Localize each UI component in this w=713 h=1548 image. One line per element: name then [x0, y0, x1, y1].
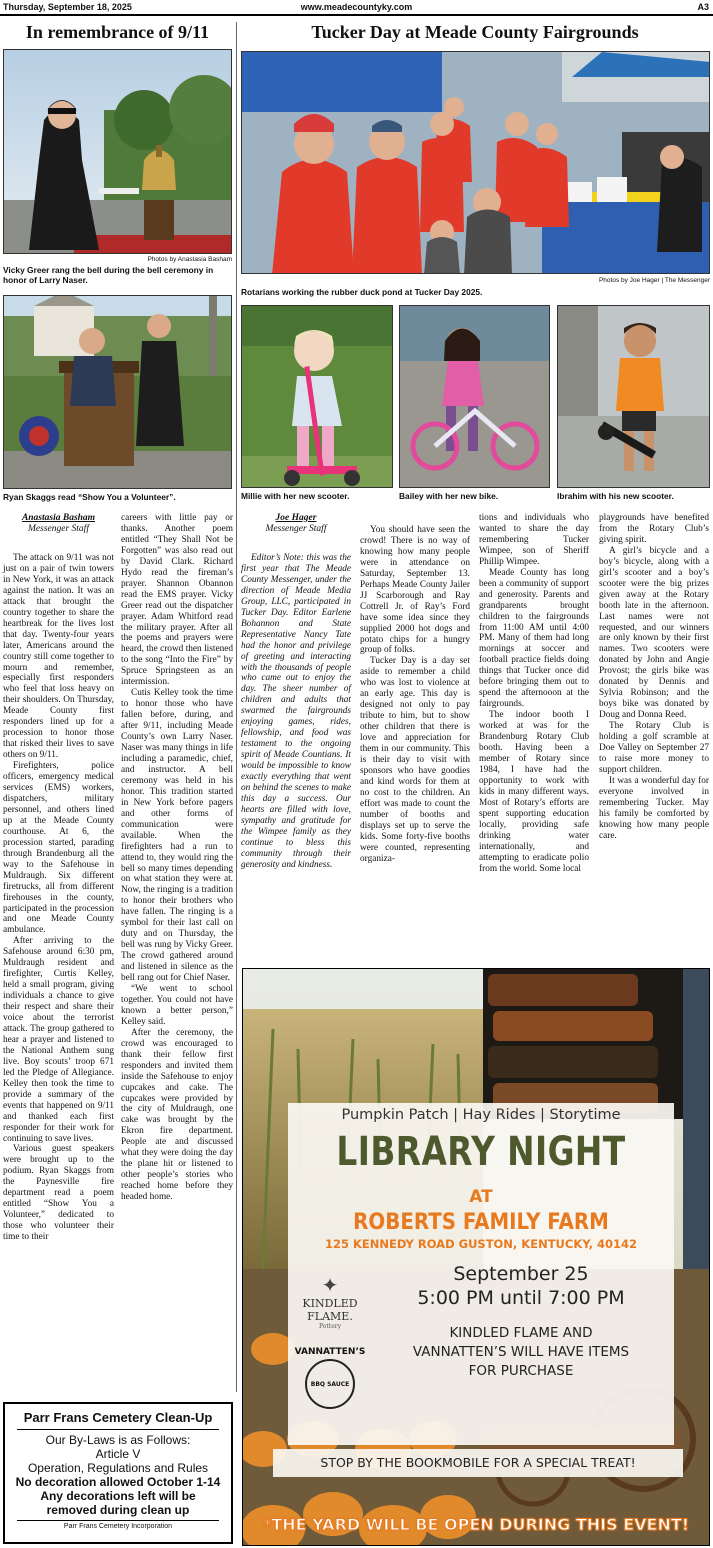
- photo1-credit: Photos by Anastasia Basham: [147, 256, 232, 263]
- right-column-3: [479, 513, 589, 874]
- ibrahim-photo: [557, 305, 710, 488]
- vannattens-logo: [294, 1347, 366, 1427]
- left-author-title: Messenger Staff: [28, 524, 89, 534]
- notice-line: No decoration allowed October 1-14: [15, 1475, 221, 1489]
- paragraph: “We went to school together. You could not have known a better person,” Kelley said.: [121, 983, 233, 1027]
- podium-photo: [3, 295, 232, 489]
- right-author-title: Messenger Staff: [265, 524, 327, 534]
- paragraph: tions and individuals who wanted to share the day remembering Tucker Wimpee, son of Sheriff Phillip Wimpee.: [479, 513, 589, 567]
- ad-date: September 25: [453, 1263, 589, 1285]
- paragraph: The attack on 9/11 was not just on a pair of twin towers in New York, it was an attack against the nation. It was an attack that brought the country together to share the heartbreak for the lives lost that day. Twenty-four years later, Americans around the country still come together to mourn and remember, especially first responders who feel that loss heavy on their shoulders. On Thursday, Meade County first responders lined up for a procession to honor those that risked their lives to save others on 9/11.: [3, 553, 114, 761]
- ad-activities: Pumpkin Patch | Hay Rides | Storytime: [341, 1107, 621, 1123]
- column-divider: [236, 22, 237, 1392]
- paragraph: careers with little pay or thanks. Another poem entitled “They Shall Not be Forgotten” was also read out by David Clark. Richard Hydo read the fireman’s prayer. Shannon Obannon read the EMS prayer. Vicky Greer read out the dispatcher prayer. Adam Whitford read the military prayer. After all the poems and prayers were heard, the crowd then listened to the song “Into the Fire” by Spruce Springsteen as an intermission.: [121, 513, 233, 688]
- paragraph: Various guest speakers were brought up to the podium. Ryan Skaggs from the Paynesville fire department read a poem entitled “Show You a Volunteer,” dedicated to those who volunteer their time to their: [3, 1144, 114, 1243]
- notice-footer: Parr Frans Cemetery Incorporation: [63, 1523, 173, 1530]
- photo2-caption: Ryan Skaggs read “Show You a Volunteer”.: [3, 492, 176, 502]
- right-photo-credit: Photos by Joe Hager | The Messenger: [598, 277, 710, 284]
- vannattens-logo-sub: BBQ SAUCE: [310, 1380, 350, 1388]
- right-headline: Tucker Day at Meade County Fairgrounds: [311, 22, 639, 42]
- paragraph: You should have seen the crowd! There is no way of knowing how many people were in attendance on Saturday, September 13. Perhaps Meade County Jailer JJ Scarborough and Ray Cottrell Jr. of Ray’s Ford have some idea since they supplied 2000 hot dogs and potato chips for a hungry group of folks.: [360, 525, 470, 656]
- website[interactable]: www.meadecountyky.com: [300, 2, 413, 12]
- paragraph: The Rotary Club is holding a golf scramble at Doe Valley on September 27 to raise more money to support children.: [599, 721, 709, 775]
- page-number: A3: [697, 2, 709, 12]
- kindled-flame-logo: [296, 1273, 364, 1333]
- paragraph: playgrounds have benefited from the Rotary Club’s giving spirit.: [599, 513, 709, 545]
- paragraph: Firefighters, police officers, emergency medical services (EMS) workers, dispatchers, military personnel, and others lined up at the Meade County courthouse. At 6, the procession started, parading through Brandenburg all the way to the Safehouse in Muldraugh. Six different firetrucks, all from different firehouses in the county, participated in the procession and one Meade County ambulance.: [3, 761, 114, 936]
- left-column-2: [121, 513, 233, 1203]
- bbq-icon: [305, 1359, 355, 1409]
- ibrahim-caption: Ibrahim with his new scooter.: [557, 491, 674, 501]
- ad-venue: ROBERTS FAMILY FARM: [353, 1210, 609, 1235]
- ad-info-panel: [288, 1103, 674, 1445]
- bookmobile-banner: [273, 1449, 683, 1477]
- paragraph: Tucker Day is a day set aside to remember a child who was lost to violence at an early age. This day is designed not only to pay tribute to him, but to show other children that there is love and appreciation for them in our community. This is their day to visit with sponsors who have goodies and kind words for them at no cost to the children. An effort was made to count the number of booths and displays set up to serve the kids. Some forty-five booths were counted, representing organiza-: [360, 656, 470, 864]
- right-author: Joe Hager: [275, 513, 317, 523]
- paragraph: Meade County has long been a community of support and generosity. Parents and grandparents brought children to the fairgrounds from 11:00 AM until 4:00 PM. Many of them had long mornings at soccer and football practice fields doing things that Tucker once did before bringing them out to spend the afternooon at the fairgrounds.: [479, 567, 589, 710]
- vannattens-logo-text: VANNATTEN’S: [294, 1347, 366, 1357]
- notice-line: Any decorations left will be: [40, 1489, 196, 1503]
- left-column-1: [3, 513, 114, 1243]
- ad-title: LIBRARY NIGHT: [336, 1129, 626, 1175]
- ad-vendors-line: VANNATTEN’S WILL HAVE ITEMS: [412, 1344, 630, 1360]
- bailey-photo: [399, 305, 550, 488]
- bailey-caption: Bailey with her new bike.: [399, 491, 499, 501]
- right-byline: [241, 513, 351, 535]
- notice-line: Article V: [95, 1447, 141, 1461]
- editor-note: Editor’s Note: this was the first year that The Meade County Messenger, under the direction of Meade Media Group, LLC, participated in Tucker Day. Editor Earlene Bohannon and State Representative Nancy Tate had the honor and privilege of greeting and interacting with the thousands of people who came out to enjoy the day. The sheer number of children and adults that swarmed the fairgrounds enjoying games, rides, fellowship, and food was testament to the ongoing spirit of Meade Countians. It would be impossible to know exactly everything that went on behind the scenes to make this day a success. Our hearts are filled with love, sympathy and gratitude for the Wimpee family as they continue to bless this community through their generosity and kindness.: [241, 553, 351, 870]
- ad-vendors-line: KINDLED FLAME AND: [449, 1325, 593, 1341]
- ad-at: AT: [469, 1187, 493, 1207]
- paragraph: The indoor booth I worked at was for the Brandenburg Rotary Club booth. Having been a member of Rotary since 1984, I have had the opportunity to work with kids in many different ways. Most of Rotary’s efforts are spent supporting education locally, providing safe drinking water internationally, and attempting to eradicate polio from the world. Some local: [479, 710, 589, 874]
- cemetery-notice: [3, 1402, 233, 1544]
- right-column-2: [360, 525, 470, 865]
- notice-title: Parr Frans Cemetery Clean-Up: [23, 1410, 213, 1425]
- ad-address: 125 KENNEDY ROAD GUSTON, KENTUCKY, 40142: [324, 1237, 638, 1251]
- issue-date: Thursday, September 18, 2025: [3, 2, 132, 12]
- notice-line: removed during clean up: [46, 1503, 190, 1517]
- notice-line: Our By-Laws is as Follows:: [45, 1433, 191, 1447]
- left-author: Anastasia Basham: [21, 513, 96, 523]
- ad-vendors-line: FOR PURCHASE: [468, 1363, 574, 1379]
- bookmobile-text: STOP BY THE BOOKMOBILE FOR A SPECIAL TREAT!: [320, 1455, 636, 1470]
- flame-icon: ✦: [321, 1273, 339, 1297]
- ad-time: 5:00 PM until 7:00 PM: [417, 1287, 625, 1309]
- bell-ceremony-photo: [3, 49, 232, 254]
- main-photo-caption: Rotarians working the rubber duck pond at Tucker Day 2025.: [241, 287, 483, 297]
- paragraph: After the ceremony, the crowd was encouraged to thank their fellow first responders and invited them inside the Safehouse to enjoy cupcakes and cake. The cupcakes were provided by the city of Muldraugh, one cake was brought by the Ekron fire department. People ate and discussed what they were doing the day the plane hit or listened to other people’s stories who reached home before they headed home.: [121, 1027, 233, 1203]
- yard-open-text: *THE YARD WILL BE OPEN DURING THIS EVENT!: [262, 1515, 690, 1534]
- notice-line: Operation, Regulations and Rules: [27, 1461, 209, 1475]
- library-night-ad: [242, 968, 710, 1546]
- header-rule: [0, 14, 713, 16]
- left-byline: [3, 513, 114, 535]
- millie-photo: [241, 305, 393, 488]
- paragraph: It was a wonderful day for everyone involved in remembering Tucker. May his family be comforted by knowing how many people care.: [599, 775, 709, 841]
- left-headline: In remembrance of 9/11: [25, 22, 210, 42]
- kindled-logo-sub: Pottery: [318, 1323, 342, 1330]
- paragraph: A girl’s bicycle and a boy’s bicycle, along with a girl’s scooter and a boy’s scooter were the big prizes given away at the Rotary booth late in the afternoon. Last names were not requested, and our winners are only known by their first names. Two scooters were donated by John and Angie Provost; the girls bike was donated by Dennis and Sylvia Robinson; and the boys bike was donated by Doug and Donna Reed.: [599, 545, 709, 721]
- right-column-1: [241, 513, 351, 871]
- right-column-4: [599, 513, 709, 842]
- duck-pond-photo: [241, 51, 710, 274]
- paragraph: After arriving to the Safehouse around 6:30 pm, Muldraugh resident and firefighter, Curtis Kelley, held a small program, giving individuals a chance to give their respect and share their voice about the terrorist attack. The group gathered to hear a prayer and listened to the National Anthem sung live. Boy scouts’ troop 671 led the Pledge of Allegiance. Kelley then took the time to provide a summary of the events that happened on 9/11 and thanked each first responder for their work for continuing to save lives.: [3, 936, 114, 1144]
- photo1-caption: Vicky Greer rang the bell during the bell ceremony in honor of Larry Naser.: [3, 265, 214, 285]
- millie-caption: Millie with her new scooter.: [241, 491, 350, 501]
- kindled-logo-text: KINDLED FLAME.: [302, 1297, 358, 1323]
- paragraph: Cutis Kelley took the time to honor those who have fallen before, during, and after 9/11, including Meade County’s own Larry Naser. Naser was many things in life including a paramedic, chief, and instructor. A bell ceremony was held in his honor. This tradition started in New York before pagers and other forms of communication were available. When the firefighters had a run to attend to, they would ring the bell so many times depending on what station they were at. Now, the ringing is a tradition to honor their brothers who have fallen. The ringing is a symbol for their last call on duty and on Thursday, the bell was rung by Vicky Greer. The crowd gathered around and listened in silence as the bell rang out for Chief Naser.: [121, 688, 233, 984]
